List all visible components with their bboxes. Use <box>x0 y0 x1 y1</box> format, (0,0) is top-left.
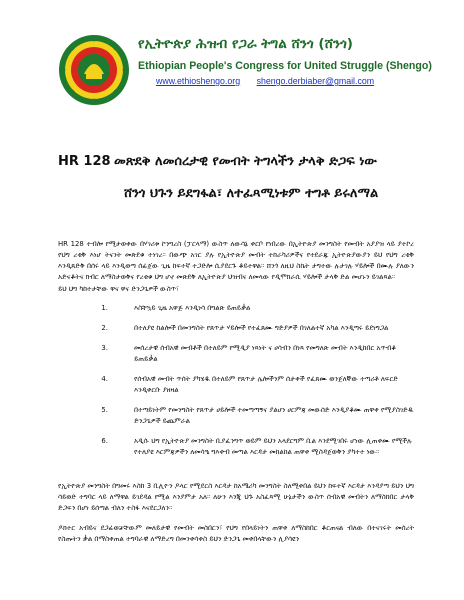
list-item-text: አዲሱ ህግ የኢትዮጵያ መንግስት ቢያፈንግጥ ወይም ይህን አላደርግም ቢል እንደሚገበሩ ሆነው ሊጠቀሙ የሚችሉ የተለያዩ እርምጃዎችን ለመሳዔ ግእቀብ መጣል እርዳታ መከልከል ጠዋቀ ሚስዳጀወቅን ያካተተ ነው። <box>134 437 412 456</box>
list-intro: ይህ ህግ ካከተታቸው ዋና ዋና ድንጋጌዎች ውስጥ፣ <box>58 285 179 293</box>
intro-paragraph: HR 128 ተብሎ የሚታወቀው በሃገሪቱ ኮንግረስ (ፓርላማ) ውስጥ ለውሳኔ ቀርቦ የነበረው በኢትዮጵያ መንግስት የመብት አያያዝ ላይ ያተኮረ የህግ ረቂቅ እነሆ ትናንት መጽደቁ ተነገረ። በውጭ አገር ያሉ የኢትዮጵያ መብት ተከራካሪዎችና የተደራጁ ኢትዮጵያውያን ይህ የህግ ረቂቅ እንዲጸድቅ በሰሩ ላይ እንዲወጣ ሰፊጀው ጊዜ ከፍተኛ ተጋድሎ ሲያደርጉ ቆይተዋል። ሸንጎ ለዚህ ስኬት ታግተው ሉታገሉ ሃይሎች በሙሉ ያለውን አድናቆትና ክብር ለማስታወቅና የረቂቁ ህግ ሆኖ መጽደቅ ለኢትዮጵያ ህዝብና ለመላው የዲሞክራሲ ሃይሎች ታላቅ ድል መሆኑን ይገልጻል። <box>58 240 414 281</box>
document-title-line-2: ሸንጎ ህጉን ይደግፋል፣ ለተፈጻሚነቱም ተግቶ ይሩለማል <box>124 186 379 201</box>
list-item-number: 3. <box>101 344 108 352</box>
organization-name-amharic: የኢትዮጵያ ሕዝብ የጋራ ትግል ሸንጎ (ሸንጎ) <box>138 36 353 52</box>
list-item-text: እስቸኳይ ጊዜ አዋጅ እንዲነሳ በግልጽ ይጠይቃል <box>134 304 251 312</box>
list-item <box>88 374 418 396</box>
list-item <box>88 405 418 427</box>
email-link[interactable]: shengo.derbiaber@gmail.com <box>256 76 375 86</box>
provisions-list <box>88 303 418 467</box>
list-item <box>88 303 418 314</box>
title-text-1: መጽደቅ ለመሰረታዊ የመብት ትግላችን ታላቅ ድጋፍ ነው <box>114 154 377 169</box>
list-item-number: 4. <box>101 375 108 383</box>
list-item <box>88 436 418 458</box>
document-title-line-1 <box>58 154 377 169</box>
paragraph-4: ዶክተር አብይና ደጋፊወቻቸውም መለይታዊ የመብት መስበርን፣ የህግ የበላይነትን ጠዋቀ ለማስከበር ቆርጠናል ብለው በተናገሩት መሰረት የስጡትን ቃል በማስቀጠል ተግባራዊ ለማድረግ በመንቀሳቀስ ይህን ድንጋጌ መቀበላቸውን ሊያሳዩን <box>58 524 414 543</box>
website-link[interactable]: www.ethioshengo.org <box>156 76 241 86</box>
list-item-text: በተለያዩ ከልሎች በመንግስት የጸጥታ ሃይሎች የተፈጸሙ ግድያዎች በገለልተኛ አካል እንዲጣሩ ይደነግጋል <box>134 324 389 332</box>
list-item-number: 5. <box>101 406 108 414</box>
list-item-number: 6. <box>101 437 108 445</box>
list-item-number: 2. <box>101 324 108 332</box>
bill-number: HR 128 <box>58 154 111 169</box>
organization-name-english: Ethiopian People's Congress for United Struggle (Shengo) <box>138 60 432 72</box>
shengo-emblem-logo <box>58 34 130 106</box>
list-item-text: የሰብአዊ መብት ጥሰት ያካሄዱ በተለይም የጸጥታ ሌሎችንም ሰታቀች የፈጸሙ ወንጀለኞው ተጣሪቶ ለፍርድ እንዲቀርቡ ያዘዛል <box>134 375 399 394</box>
list-item-text: መሰረታዊ ሰብአዊ መብቶች በተለይም የሚዲያ ነጻነት ና ሀሳብን በነጻ የመግለጽ መብት እንዲከበር አጥብቆ ይጠይቃል <box>134 344 396 363</box>
list-item <box>88 343 418 365</box>
contact-links <box>156 76 374 86</box>
list-item-number: 1. <box>101 304 108 312</box>
paragraph-3: የኢትዮጵያ መንግስት በግመሩ እስከ 3 ቢሊዮን ዶላር የሚደርስ እርዳታ ከአሜሪካ መንግስት ስለሚቀበል ይህን ከፍተኛ እርዳታ እንዳያጣ ይህን ህግ ሳይወድ ተግባር ላይ ለማዋል ይገደዳል የሚል እንያምታ አለ። ለሁን እንጂ ህጉ አስፈጻሚ ሁኔታችን ውስጥ ሰብአዊ መብትን ለማስከበር ታላቅ ድጋፍን በሆነ ይሰጣል ብለን ተስፋ እናደርጋለን። <box>58 482 414 512</box>
list-item <box>88 323 418 334</box>
list-item-text: በተጣይነትም የመንግስት የጸጥታ ሀይሎች ተመጣጣኝና ያልሆነ ሀርምጃ መውሰድ እንዲያቆሙ ጠዋቀ የሚያስገድዱ ድንጋጌዎች ይጨምራል <box>134 406 414 425</box>
